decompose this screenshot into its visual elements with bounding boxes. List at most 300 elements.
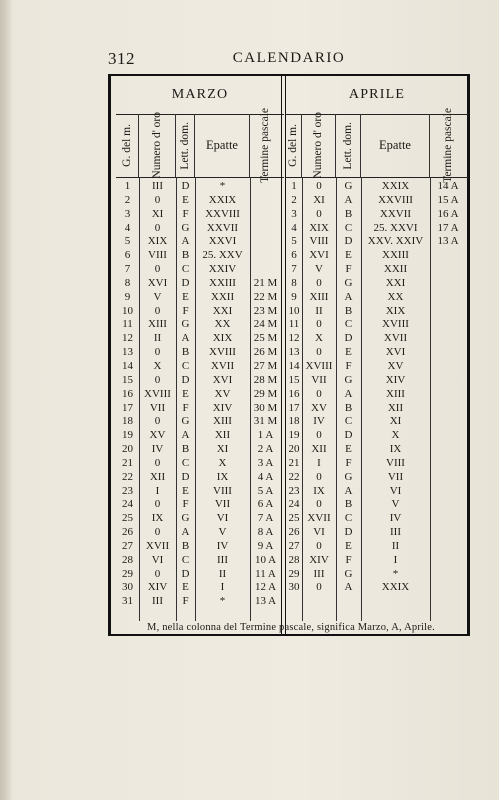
table-row xyxy=(116,595,284,609)
table-row xyxy=(286,498,468,512)
golden-number-cell: X xyxy=(153,359,162,372)
easter-term-cell xyxy=(430,512,466,526)
aprile-half xyxy=(286,76,468,634)
dominical-letter-cell: C xyxy=(344,221,353,234)
golden-number-cell: 0 xyxy=(316,207,322,220)
header-day xyxy=(286,114,302,177)
epact-cell: XXVI xyxy=(208,235,237,248)
easter-term-cell xyxy=(430,249,466,263)
day-cell: 21 xyxy=(288,456,300,469)
golden-number-cell: IV xyxy=(151,443,164,456)
golden-number-cell: III xyxy=(313,567,325,580)
table-row xyxy=(116,568,284,582)
epact-cell: XXVII xyxy=(379,207,412,220)
easter-term-cell: 17 A xyxy=(437,221,459,234)
day-cell: 14 xyxy=(122,359,133,372)
epact-cell: IV xyxy=(216,539,229,552)
easter-term-cell: 15 A xyxy=(437,193,459,206)
epact-cell: * xyxy=(392,567,399,580)
dominical-letter-cell: E xyxy=(182,484,189,497)
epact-cell: XII xyxy=(214,429,231,442)
table-row xyxy=(116,318,284,332)
day-cell: 27 xyxy=(122,539,133,552)
table-row xyxy=(286,568,468,582)
epact-cell: XXV. XXIV xyxy=(367,235,424,248)
day-cell: 24 xyxy=(122,498,133,511)
table-row xyxy=(116,415,284,429)
easter-term-cell: 10 A xyxy=(254,553,277,566)
epact-cell: XVIII xyxy=(382,318,409,331)
table-row xyxy=(116,581,284,595)
epact-cell: XXVIII xyxy=(205,207,240,220)
day-cell: 9 xyxy=(124,290,131,303)
header-golden-number xyxy=(139,114,176,177)
easter-term-cell xyxy=(430,263,466,277)
day-cell: 23 xyxy=(288,484,300,497)
golden-number-cell: XV xyxy=(149,429,166,442)
epact-cell: XXI xyxy=(385,276,406,289)
dominical-letter-cell: F xyxy=(345,553,352,566)
day-cell: 5 xyxy=(124,235,131,248)
easter-term-cell xyxy=(250,249,281,263)
table-row xyxy=(286,180,468,194)
table-row xyxy=(116,346,284,360)
easter-term-cell: 4 A xyxy=(257,470,274,483)
day-cell: 29 xyxy=(288,567,300,580)
epact-cell: XX xyxy=(214,318,231,331)
easter-term-cell xyxy=(430,360,466,374)
calendar-table xyxy=(108,74,470,636)
golden-number-cell: I xyxy=(317,456,321,469)
epact-cell: XVI xyxy=(212,373,233,386)
golden-number-cell: V xyxy=(153,290,162,303)
table-row xyxy=(116,263,284,277)
golden-number-cell: XVII xyxy=(307,512,331,525)
golden-number-cell: XI xyxy=(313,193,325,206)
table-row xyxy=(286,457,468,471)
epact-cell: X xyxy=(391,429,400,442)
easter-term-cell xyxy=(430,498,466,512)
header-golden-number xyxy=(302,114,336,177)
epact-cell: * xyxy=(219,180,226,192)
golden-number-cell: VII xyxy=(311,373,327,386)
easter-term-cell: 22 M xyxy=(253,290,278,303)
day-cell: 8 xyxy=(124,276,131,289)
table-row xyxy=(286,235,468,249)
golden-number-cell: XVI xyxy=(309,249,329,262)
golden-number-cell: 0 xyxy=(154,193,161,206)
header-golden-number-label: Numero d' oro xyxy=(150,112,163,179)
easter-term-cell xyxy=(430,291,466,305)
dominical-letter-cell: G xyxy=(344,567,353,580)
epact-cell: X xyxy=(218,456,227,469)
table-row xyxy=(116,540,284,554)
easter-term-cell xyxy=(430,581,466,595)
epact-cell: II xyxy=(391,539,400,552)
dominical-letter-cell: A xyxy=(344,484,353,497)
epact-cell: VI xyxy=(216,512,229,525)
golden-number-cell: III xyxy=(152,595,163,608)
golden-number-cell: 0 xyxy=(154,526,161,539)
easter-term-cell: 21 M xyxy=(253,276,278,289)
header-epacts xyxy=(361,114,430,177)
day-cell: 8 xyxy=(291,276,297,289)
golden-number-cell: IX xyxy=(313,484,325,497)
day-cell: 1 xyxy=(291,180,297,192)
easter-term-cell xyxy=(430,429,466,443)
dominical-letter-cell: A xyxy=(344,193,353,206)
golden-number-cell: 0 xyxy=(154,263,161,276)
table-row xyxy=(286,277,468,291)
table-row xyxy=(116,471,284,485)
table-row xyxy=(116,485,284,499)
aprile-body xyxy=(286,177,468,621)
header-epacts xyxy=(195,114,250,177)
easter-term-cell xyxy=(430,457,466,471)
table-row xyxy=(116,208,284,222)
golden-number-cell: 0 xyxy=(316,539,322,552)
dominical-letter-cell: A xyxy=(344,290,353,303)
running-title: CALENDARIO xyxy=(232,50,346,66)
table-row xyxy=(116,498,284,512)
day-cell: 10 xyxy=(288,304,300,317)
dominical-letter-cell: C xyxy=(181,456,190,469)
dominical-letter-cell: F xyxy=(182,207,189,220)
dominical-letter-cell: B xyxy=(181,539,190,552)
easter-term-cell xyxy=(430,568,466,582)
golden-number-cell: V xyxy=(315,263,323,276)
epact-cell: XXI xyxy=(212,304,233,317)
dominical-letter-cell: D xyxy=(181,373,190,386)
dominical-letter-cell: G xyxy=(344,373,353,386)
table-row xyxy=(286,291,468,305)
golden-number-cell: XI xyxy=(151,207,164,220)
dominical-letter-cell: A xyxy=(181,332,190,345)
running-head xyxy=(108,49,470,69)
epact-cell: XIV xyxy=(385,373,406,386)
easter-term-cell xyxy=(250,194,281,208)
dominical-letter-cell: B xyxy=(344,304,353,317)
easter-term-cell xyxy=(430,277,466,291)
table-row xyxy=(116,305,284,319)
day-cell: 3 xyxy=(291,207,297,220)
easter-term-cell: 16 A xyxy=(437,207,459,220)
dominical-letter-cell: B xyxy=(181,346,190,359)
easter-term-cell xyxy=(430,540,466,554)
golden-number-cell: XVIII xyxy=(305,359,333,372)
dominical-letter-cell: E xyxy=(345,249,352,262)
epact-cell: XII xyxy=(387,401,404,414)
epact-cell: XX xyxy=(387,290,404,303)
easter-term-cell xyxy=(250,222,281,236)
dominical-letter-cell: D xyxy=(181,180,190,192)
day-cell: 18 xyxy=(122,415,133,428)
table-row xyxy=(116,249,284,263)
easter-term-cell xyxy=(430,443,466,457)
header-epacts-label: Epatte xyxy=(379,138,411,152)
golden-number-cell: X xyxy=(315,332,323,345)
table-row xyxy=(286,208,468,222)
table-row xyxy=(116,180,284,194)
dominical-letter-cell: C xyxy=(181,263,190,276)
dominical-letter-cell: G xyxy=(181,512,190,525)
table-row xyxy=(116,512,284,526)
day-cell: 22 xyxy=(288,470,300,483)
golden-number-cell: IX xyxy=(151,512,164,525)
epact-cell: XXIII xyxy=(209,276,236,289)
golden-number-cell: XV xyxy=(311,401,327,414)
golden-number-cell: 0 xyxy=(154,415,161,428)
epact-cell: XV xyxy=(387,359,404,372)
table-row xyxy=(116,402,284,416)
golden-number-cell: XIV xyxy=(309,553,329,566)
header-dominical-letter xyxy=(336,114,361,177)
table-row xyxy=(116,194,284,208)
table-row xyxy=(286,346,468,360)
table-row xyxy=(116,332,284,346)
table-row xyxy=(286,581,468,595)
dominical-letter-cell: D xyxy=(344,526,353,539)
dominical-letter-cell: F xyxy=(345,359,352,372)
golden-number-cell: XVIII xyxy=(144,387,171,400)
month-title-aprile: APRILE xyxy=(286,76,468,115)
easter-term-cell: 23 M xyxy=(253,304,278,317)
aprile-rows xyxy=(286,180,468,595)
table-row xyxy=(116,526,284,540)
epact-cell: XIV xyxy=(212,401,233,414)
table-row xyxy=(286,263,468,277)
dominical-letter-cell: E xyxy=(182,581,189,594)
footnote: M, nella colonna del Termine pascale, significa Marzo, A, Aprile. xyxy=(147,622,435,633)
golden-number-cell: VIII xyxy=(309,235,329,248)
day-cell: 19 xyxy=(288,429,300,442)
day-cell: 25 xyxy=(122,512,133,525)
day-cell: 4 xyxy=(291,221,297,234)
epact-cell: XVII xyxy=(210,359,235,372)
day-cell: 14 xyxy=(288,359,300,372)
golden-number-cell: XIV xyxy=(147,581,168,594)
easter-term-cell: 29 M xyxy=(253,387,278,400)
easter-term-cell: 9 A xyxy=(257,539,274,552)
table-row xyxy=(286,249,468,263)
dominical-letter-cell: C xyxy=(344,415,353,428)
table-row xyxy=(116,388,284,402)
epact-cell: III xyxy=(217,553,228,566)
header-easter-term xyxy=(430,108,466,183)
golden-number-cell: 0 xyxy=(154,346,161,359)
day-cell: 7 xyxy=(124,263,131,276)
table-row xyxy=(286,512,468,526)
day-cell: 16 xyxy=(122,387,133,400)
easter-term-cell: 1 A xyxy=(257,429,274,442)
epact-cell: XVI xyxy=(385,346,406,359)
day-cell: 21 xyxy=(122,456,133,469)
dominical-letter-cell: E xyxy=(345,539,352,552)
table-row xyxy=(286,443,468,457)
table-row xyxy=(116,429,284,443)
header-dominical-letter xyxy=(176,114,195,177)
dominical-letter-cell: G xyxy=(344,470,353,483)
golden-number-cell: VI xyxy=(151,553,164,566)
golden-number-cell: 0 xyxy=(154,373,161,386)
table-row xyxy=(286,318,468,332)
easter-term-cell: 12 A xyxy=(254,581,277,594)
page-number: 312 xyxy=(108,49,135,68)
golden-number-cell: 0 xyxy=(316,346,322,359)
epact-cell: VIII xyxy=(213,484,232,497)
golden-number-cell: XVII xyxy=(145,539,170,552)
epact-cell: XVIII xyxy=(209,346,236,359)
dominical-letter-cell: G xyxy=(344,180,353,192)
header-easter-term-label: Termine pascale xyxy=(259,108,271,183)
dominical-letter-cell: G xyxy=(181,318,190,331)
golden-number-cell: XIX xyxy=(309,221,329,234)
dominical-letter-cell: D xyxy=(344,235,353,248)
easter-term-cell: 30 M xyxy=(253,401,278,414)
day-cell: 27 xyxy=(288,539,300,552)
header-dominical-letter-label: Lett. dom. xyxy=(341,121,354,170)
epact-cell: III xyxy=(390,526,401,539)
dominical-letter-cell: A xyxy=(181,429,190,442)
day-cell: 30 xyxy=(122,581,133,594)
epact-cell: IX xyxy=(216,470,229,483)
easter-term-cell: 5 A xyxy=(257,484,274,497)
table-row xyxy=(116,277,284,291)
dominical-letter-cell: E xyxy=(345,443,352,456)
dominical-letter-cell: A xyxy=(344,387,353,400)
day-cell: 28 xyxy=(122,553,133,566)
easter-term-cell: 24 M xyxy=(253,318,278,331)
easter-term-cell: 7 A xyxy=(257,512,274,525)
day-cell: 5 xyxy=(291,235,297,248)
epact-cell: XXII xyxy=(383,263,408,276)
day-cell: 25 xyxy=(288,512,300,525)
month-title-marzo: MARZO xyxy=(116,76,284,115)
day-cell: 10 xyxy=(122,304,133,317)
dominical-letter-cell: F xyxy=(182,401,189,414)
easter-term-cell xyxy=(250,235,281,249)
table-row xyxy=(286,332,468,346)
golden-number-cell: 0 xyxy=(316,387,322,400)
table-row xyxy=(286,415,468,429)
day-cell: 13 xyxy=(122,346,133,359)
golden-number-cell: XIII xyxy=(309,290,329,303)
epact-cell: XXII xyxy=(210,290,235,303)
epact-cell: 25. XXVI xyxy=(373,221,418,234)
epact-cell: XXIX xyxy=(208,193,237,206)
table-row xyxy=(286,471,468,485)
table-row xyxy=(116,222,284,236)
golden-number-cell: XIX xyxy=(147,235,168,248)
day-cell: 19 xyxy=(122,429,133,442)
easter-term-cell: 31 M xyxy=(253,415,278,428)
day-cell: 6 xyxy=(291,249,297,262)
dominical-letter-cell: B xyxy=(344,207,353,220)
day-cell: 15 xyxy=(122,373,133,386)
epact-cell: IX xyxy=(389,443,402,456)
dominical-letter-cell: B xyxy=(181,443,190,456)
day-cell: 7 xyxy=(291,263,297,276)
easter-term-cell xyxy=(430,318,466,332)
easter-term-cell: 14 A xyxy=(437,180,459,192)
marzo-body xyxy=(116,177,284,621)
golden-number-cell: 0 xyxy=(154,221,161,234)
golden-number-cell: VII xyxy=(149,401,166,414)
header-easter-term-label: Termine pascale xyxy=(441,108,454,183)
day-cell: 18 xyxy=(288,415,300,428)
day-cell: 26 xyxy=(122,526,133,539)
table-row xyxy=(116,291,284,305)
day-cell: 26 xyxy=(288,526,300,539)
table-row xyxy=(116,235,284,249)
day-cell: 30 xyxy=(288,581,300,594)
dominical-letter-cell: C xyxy=(344,318,353,331)
day-cell: 17 xyxy=(288,401,300,414)
day-cell: 1 xyxy=(124,180,131,192)
easter-term-cell xyxy=(430,402,466,416)
golden-number-cell: II xyxy=(153,332,162,345)
easter-term-cell xyxy=(430,388,466,402)
easter-term-cell: 3 A xyxy=(257,456,274,469)
easter-term-cell xyxy=(430,374,466,388)
epact-cell: V xyxy=(218,526,227,539)
epact-cell: XXIV xyxy=(208,263,237,276)
easter-term-cell: 2 A xyxy=(257,443,274,456)
golden-number-cell: III xyxy=(152,180,163,192)
table-row xyxy=(286,526,468,540)
day-cell: 24 xyxy=(288,498,300,511)
day-cell: 13 xyxy=(288,346,300,359)
golden-number-cell: 0 xyxy=(316,180,322,192)
day-cell: 20 xyxy=(288,443,300,456)
easter-term-cell xyxy=(430,415,466,429)
header-day xyxy=(116,114,139,177)
dominical-letter-cell: G xyxy=(181,415,190,428)
day-cell: 31 xyxy=(122,595,133,608)
epact-cell: V xyxy=(391,498,400,511)
epact-cell: I xyxy=(393,553,398,566)
day-cell: 3 xyxy=(124,207,131,220)
table-row xyxy=(286,554,468,568)
table-row xyxy=(286,388,468,402)
epact-cell: II xyxy=(218,567,227,580)
golden-number-cell: 0 xyxy=(154,567,161,580)
dominical-letter-cell: F xyxy=(345,263,352,276)
epact-cell: XXIII xyxy=(382,249,409,262)
column-headers-marzo xyxy=(116,108,284,183)
table-row xyxy=(116,374,284,388)
epact-cell: XXVIII xyxy=(378,193,413,206)
table-row xyxy=(286,305,468,319)
epact-cell: XIII xyxy=(213,415,232,428)
golden-number-cell: 0 xyxy=(316,581,322,594)
dominical-letter-cell: A xyxy=(181,526,190,539)
golden-number-cell: 0 xyxy=(316,498,322,511)
day-cell: 23 xyxy=(122,484,133,497)
dominical-letter-cell: F xyxy=(345,456,352,469)
dominical-letter-cell: F xyxy=(182,304,189,317)
golden-number-cell: II xyxy=(315,304,323,317)
dominical-letter-cell: D xyxy=(181,567,190,580)
epact-cell: VIII xyxy=(386,456,405,469)
table-row xyxy=(286,485,468,499)
epact-cell: VII xyxy=(387,470,404,483)
easter-term-cell: 8 A xyxy=(257,526,274,539)
epact-cell: I xyxy=(220,581,225,594)
golden-number-cell: 0 xyxy=(154,304,161,317)
golden-number-cell: VI xyxy=(313,526,325,539)
golden-number-cell: VIII xyxy=(148,249,167,262)
